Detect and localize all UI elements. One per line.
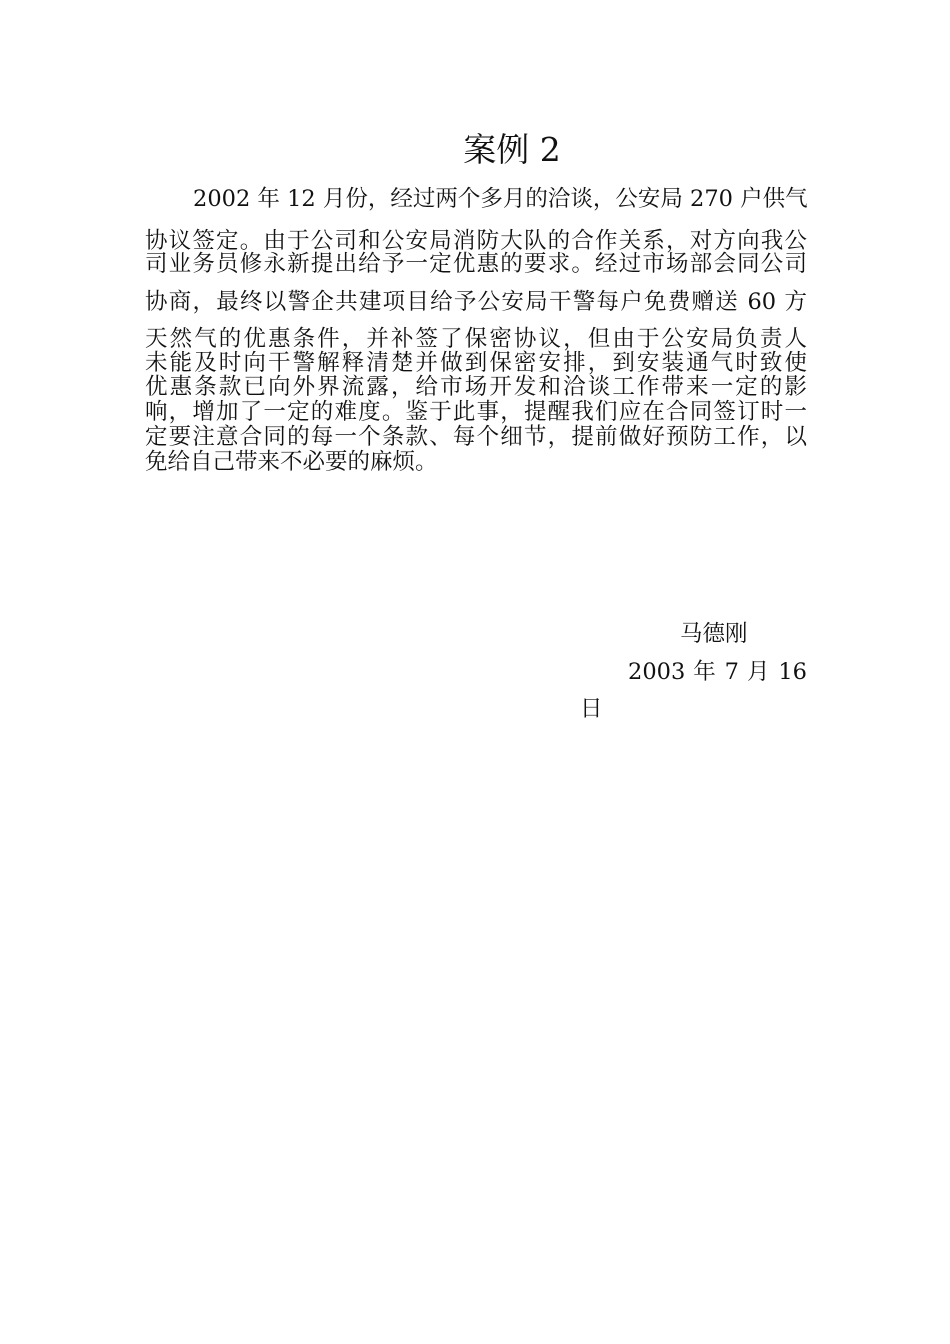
signature-date-wrap: 日: [580, 696, 603, 722]
body-line-5: 天然气的优惠条件，并补签了保密协议，但由于公安局负责人: [145, 326, 807, 352]
body-line-7: 优惠条款已向外界流露，给市场开发和洽谈工作带来一定的影: [145, 374, 807, 400]
signature-name: 马德刚: [680, 621, 748, 647]
body-line-1: 2002 年 12 月份，经过两个多月的洽谈，公安局 270 户供气: [193, 186, 808, 212]
body-line-10: 免给自己带来不必要的麻烦。: [145, 449, 438, 475]
body-line-4: 协商，最终以警企共建项目给予公安局干警每户免费赠送 60 方: [145, 289, 807, 315]
signature-date: 2003 年 7 月 16: [628, 659, 807, 685]
body-line-6: 未能及时向干警解释清楚并做到保密安排，到安装通气时致使: [145, 350, 807, 376]
document-title: 案例 2: [463, 130, 561, 169]
body-line-9: 定要注意合同的每一个条款、每个细节，提前做好预防工作，以: [145, 424, 807, 450]
body-line-8: 响，增加了一定的难度。鉴于此事，提醒我们应在合同签订时一: [145, 399, 807, 425]
body-line-2: 协议签定。由于公司和公安局消防大队的合作关系，对方向我公: [145, 228, 807, 254]
body-line-3: 司业务员修永新提出给予一定优惠的要求。经过市场部会同公司: [145, 251, 807, 277]
